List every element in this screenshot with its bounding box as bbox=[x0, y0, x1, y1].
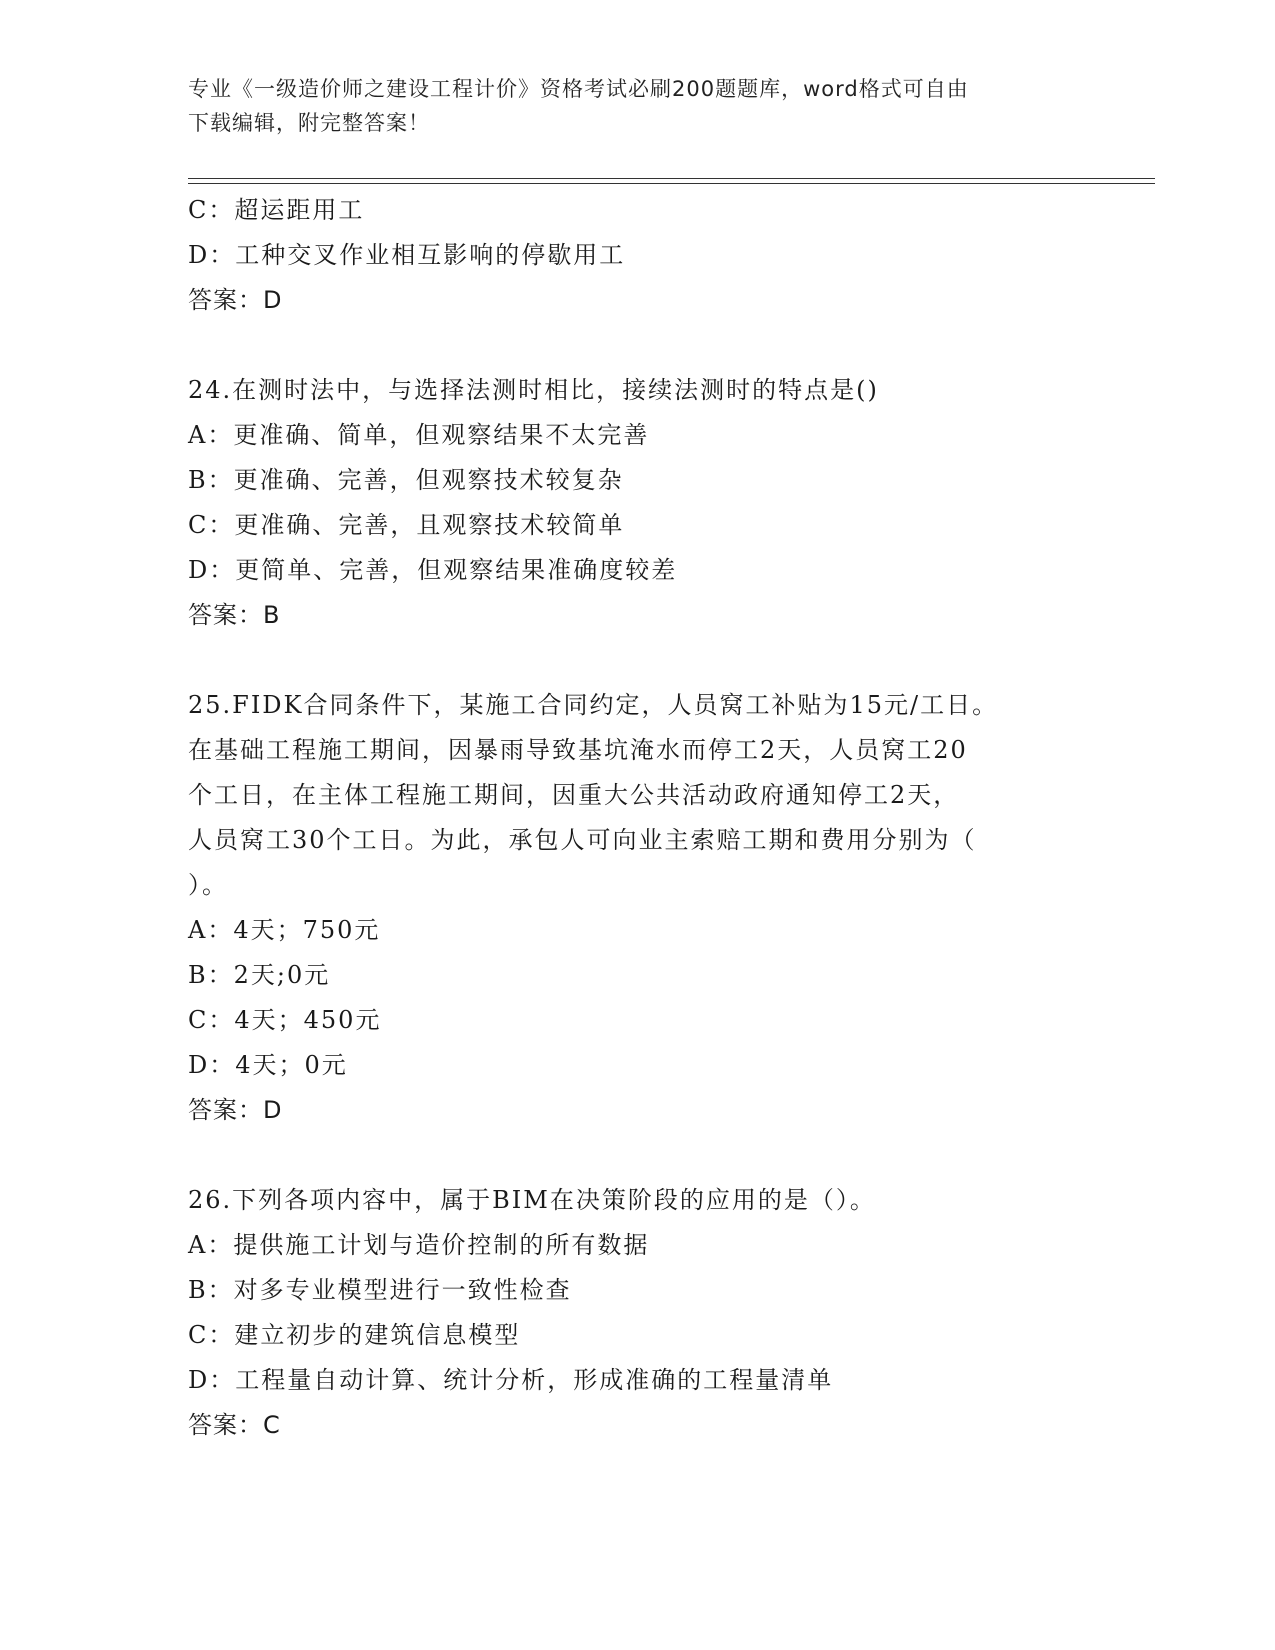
option-a: A：4天；750元 bbox=[188, 916, 381, 944]
answer: 答案：B bbox=[188, 601, 281, 629]
answer: 答案：D bbox=[188, 1096, 283, 1124]
question-stem-line-4: 人员窝工30个工日。为此，承包人可向业主索赔工期和费用分别为（ bbox=[188, 826, 977, 854]
document-body bbox=[188, 188, 1088, 1448]
option-c: C：超运距用工 bbox=[188, 196, 365, 224]
spacer bbox=[188, 323, 1088, 368]
header-line-1: 专业《一级造价师之建设工程计价》资格考试必刷200题题库，word格式可自由 bbox=[188, 77, 969, 101]
question-stem: 26.下列各项内容中，属于BIM在决策阶段的应用的是（）。 bbox=[188, 1186, 876, 1214]
question-25 bbox=[188, 683, 1088, 1133]
document-header bbox=[188, 72, 1088, 140]
header-line-2: 下载编辑，附完整答案！ bbox=[188, 111, 430, 135]
spacer bbox=[188, 638, 1088, 683]
question-stem-line-5: ）。 bbox=[188, 871, 228, 899]
option-c: C：4天；450元 bbox=[188, 1006, 382, 1034]
header-rule-top bbox=[188, 178, 1155, 179]
question-23 bbox=[188, 188, 1088, 323]
option-b: B：对多专业模型进行一致性检查 bbox=[188, 1276, 572, 1304]
option-b: B：2天;0元 bbox=[188, 961, 331, 989]
question-24 bbox=[188, 368, 1088, 638]
option-d: D：工程量自动计算、统计分析，形成准确的工程量清单 bbox=[188, 1366, 834, 1394]
option-d: D：更简单、完善，但观察结果准确度较差 bbox=[188, 556, 678, 584]
spacer bbox=[188, 1133, 1088, 1178]
option-a: A：更准确、简单，但观察结果不太完善 bbox=[188, 421, 650, 449]
question-stem-line-3: 个工日，在主体工程施工期间，因重大公共活动政府通知停工2天， bbox=[188, 781, 960, 809]
option-c: C：建立初步的建筑信息模型 bbox=[188, 1321, 521, 1349]
option-d: D：工种交叉作业相互影响的停歇用工 bbox=[188, 241, 626, 269]
option-c: C：更准确、完善，且观察技术较简单 bbox=[188, 511, 625, 539]
header-rule-bottom bbox=[188, 183, 1155, 184]
question-stem-line-1: 25.FIDK合同条件下，某施工合同约定，人员窝工补贴为15元/工日。 bbox=[188, 691, 999, 719]
option-d: D：4天；0元 bbox=[188, 1051, 348, 1079]
answer: 答案：D bbox=[188, 286, 283, 314]
option-a: A：提供施工计划与造价控制的所有数据 bbox=[188, 1231, 650, 1259]
question-stem: 24.在测时法中，与选择法测时相比，接续法测时的特点是() bbox=[188, 376, 879, 404]
question-26 bbox=[188, 1178, 1088, 1448]
answer: 答案：C bbox=[188, 1411, 281, 1439]
question-stem-line-2: 在基础工程施工期间，因暴雨导致基坑淹水而停工2天，人员窝工20 bbox=[188, 736, 968, 764]
option-b: B：更准确、完善，但观察技术较复杂 bbox=[188, 466, 624, 494]
